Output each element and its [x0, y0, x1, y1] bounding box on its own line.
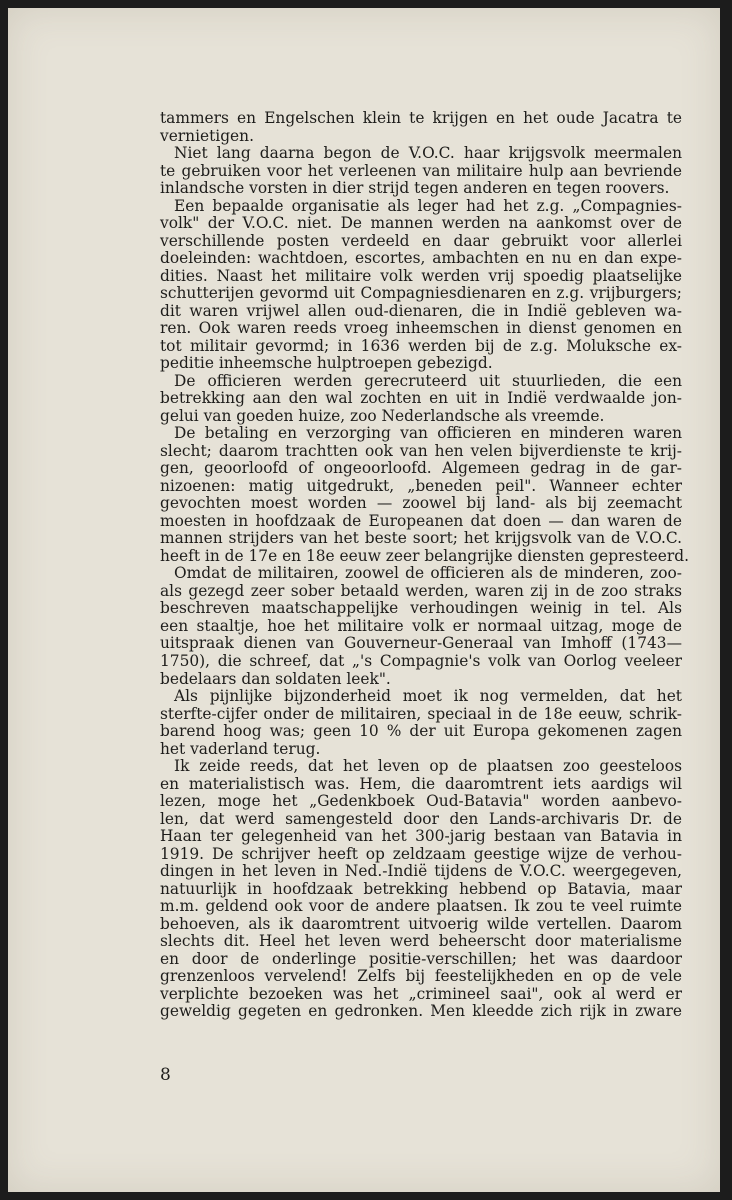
text-line: tot militair gevormd; in 1636 werden bij de z.g. Moluksche ex-	[160, 336, 682, 355]
text-line: 1750), die schreef, dat „'s Compagnie's volk van Oorlog veeleer	[160, 651, 682, 670]
text-line: tammers en Engelschen klein te krijgen en het oude Jacatra te	[160, 109, 682, 127]
text-line: gevochten moest worden — zoowel bij land- als bij zeemacht	[160, 494, 682, 513]
text-line: inlandsche vorsten in dier strijd tegen anderen en tegen roovers.	[160, 179, 670, 198]
text-line: Ik zeide reeds, dat het leven op de plaatsen zoo geesteloos	[174, 757, 682, 776]
text-line: beschreven maatschappelijke verhoudingen weinig in tel. Als	[160, 599, 682, 618]
text-line: betrekking aan den wal zochten en uit in Indië verdwaalde jon-	[160, 389, 682, 408]
text-line: schutterijen gevormd uit Compagniesdienaren en z.g. vrijburgers;	[160, 284, 682, 303]
text-line: gen, geoorloofd of ongeoorloofd. Algemeen gedrag in de gar-	[160, 459, 682, 478]
text-line: len, dat werd samengesteld door den Lands-archivaris Dr. de	[160, 809, 682, 828]
body-text	[160, 109, 690, 1021]
text-line: ren. Ook waren reeds vroeg inheemschen in dienst genomen en	[160, 319, 682, 338]
text-line: verschillende posten verdeeld en daar gebruikt voor allerlei	[160, 231, 682, 250]
text-line: Omdat de militairen, zoowel de officieren als de minderen, zoo-	[174, 564, 682, 583]
text-line: volk" der V.O.C. niet. De mannen werden na aankomst over de	[160, 214, 682, 233]
text-line: dit waren vrijwel allen oud-dienaren, die in Indië gebleven wa-	[160, 301, 682, 320]
text-line: barend hoog was; geen 10 % der uit Europa gekomenen zagen	[160, 722, 682, 741]
text-line: moesten in hoofdzaak de Europeanen dat doen — dan waren de	[160, 511, 682, 530]
text-line: Haan ter gelegenheid van het 300-jarig bestaan van Batavia in	[160, 827, 682, 846]
text-line: sterfte-cijfer onder de militairen, speciaal in de 18e eeuw, schrik-	[160, 704, 682, 723]
text-line: uitspraak dienen van Gouverneur-Generaal van Imhoff (1743—	[160, 634, 682, 653]
text-line: dities. Naast het militaire volk werden vrij spoedig plaatselijke	[160, 266, 682, 285]
text-line: Niet lang daarna begon de V.O.C. haar krijgsvolk meermalen	[174, 144, 682, 163]
text-line: vernietigen.	[160, 126, 254, 145]
text-line: heeft in de 17e en 18e eeuw zeer belangrijke diensten gepresteerd.	[160, 546, 690, 565]
text-line: te gebruiken voor het verleenen van militaire hulp aan bevriende	[160, 161, 682, 180]
text-line: dingen in het leven in Ned.-Indië tijdens de V.O.C. weergegeven,	[160, 862, 682, 881]
text-line: 1919. De schrijver heeft op zeldzaam geestige wijze de verhou-	[160, 844, 682, 863]
text-line: grenzenloos vervelend! Zelfs bij feestelijkheden en op de vele	[160, 967, 682, 986]
text-line: behoeven, als ik daaromtrent uitvoerig wilde vertellen. Daarom	[160, 914, 682, 933]
text-line: verplichte bezoeken was het „crimineel saai", ook al werd er	[160, 984, 682, 1003]
text-line: als gezegd zeer sober betaald werden, waren zij in de zoo straks	[160, 581, 682, 600]
text-line: en materialistisch was. Hem, die daaromtrent iets aardigs wil	[160, 774, 682, 793]
text-line: een staaltje, hoe het militaire volk er normaal uitzag, moge de	[160, 616, 682, 635]
page-number: 8	[160, 1065, 171, 1085]
text-line: gelui van goeden huize, zoo Nederlandsche als vreemde.	[160, 406, 605, 425]
text-line: mannen strijders van het beste soort; het krijgsvolk van de V.O.C.	[160, 529, 682, 548]
text-line: geweldig gegeten en gedronken. Men kleedde zich rijk in zware	[160, 1002, 682, 1021]
text-line: doeleinden: wachtdoen, escortes, ambachten en nu en dan expe-	[160, 249, 682, 268]
book-page	[8, 8, 720, 1192]
text-line: Als pijnlijke bijzonderheid moet ik nog vermelden, dat het	[174, 687, 682, 706]
text-line: het vaderland terug.	[160, 739, 321, 758]
text-line: m.m. geldend ook voor de andere plaatsen. Ik zou te veel ruimte	[160, 897, 682, 916]
text-line: De betaling en verzorging van officieren en minderen waren	[174, 424, 682, 443]
text-line: natuurlijk in hoofdzaak betrekking hebbend op Batavia, maar	[160, 879, 682, 898]
text-line: lezen, moge het „Gedenkboek Oud-Batavia" worden aanbevo-	[160, 792, 682, 811]
text-line: bedelaars dan soldaten leek".	[160, 669, 391, 688]
text-line: nizoenen: matig uitgedrukt, „beneden peil". Wanneer echter	[160, 476, 682, 495]
text-line: Een bepaalde organisatie als leger had het z.g. „Compagnies-	[174, 196, 682, 215]
text-line: slechts dit. Heel het leven werd beheerscht door materialisme	[160, 932, 682, 951]
text-line: De officieren werden gerecruteerd uit stuurlieden, die een	[174, 371, 682, 390]
text-line: en door de onderlinge positie-verschillen; het was daardoor	[160, 949, 682, 968]
text-line: slecht; daarom trachtten ook van hen velen bijverdienste te krij-	[160, 441, 682, 460]
text-line: peditie inheemsche hulptroepen gebezigd.	[160, 354, 493, 373]
